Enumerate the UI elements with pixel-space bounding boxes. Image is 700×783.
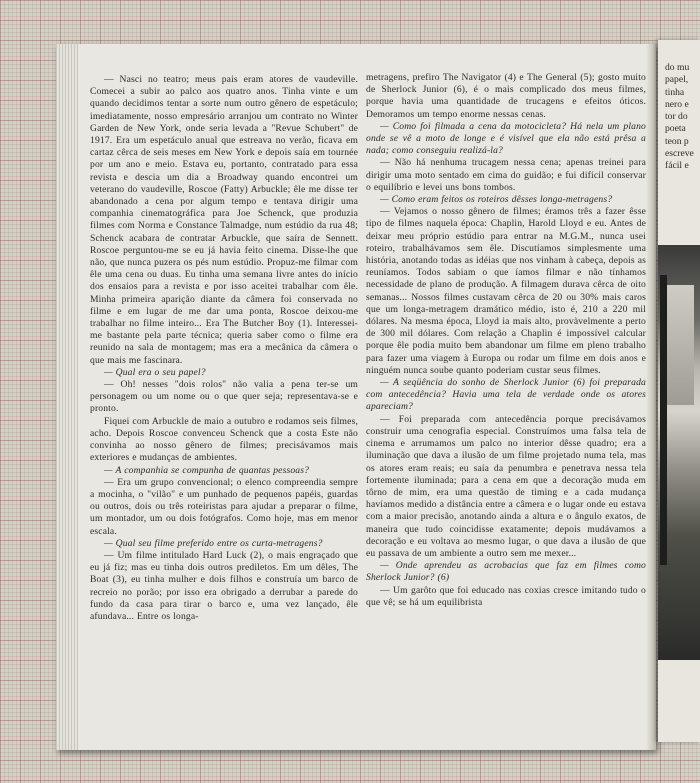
middle-column-paragraph: — A seqüência do sonho de Sherlock Junior (6) foi preparada com antecedência? Havia uma tela de verdade onde os atores apareciam? xyxy=(366,377,646,413)
middle-column-paragraph: — Vejamos o nosso gênero de filmes; éramos três a fazer êsse tipo de filmes naquela época: Chaplin, Harold Lloyd e eu. Antes de deixar meu próprio estúdio para entrar na M.G.M., nunca usei roteiro, trabalhávamos sem êle. Discutíamos simplesmente uma história, anotando todas as idéias que nos vinham à cabeça, depois as reuníamos. Todos sabiam o que íamos filmar e não tínhamos necessidade de plano de produção. A filmagem durava cêrca de oito semanas... Nossos filmes custavam cêrca de 20 ou 30% mais caros que um longa-metragem dramático médio, isto é, 210 a 220 mil dólares. Na mesma época, Lloyd ia mais alto, provàvelmente a perto de 300 mil dólares. Com relação a Chaplin é impossível calcular porque êle podia muito bem abandonar um filme em pleno trabalho para fazer uma viagem à Europa ou rodar um filme em dois anos e ninguém nunca soube quanto poderiam custar seus filmes. xyxy=(366,206,646,376)
facing-page-line: nero e xyxy=(665,98,689,110)
middle-column-paragraph: — Um garôto que foi educado nas coxias cresce imitando tudo o que vê; se há um equilibrista xyxy=(366,584,646,608)
middle-text-column xyxy=(366,72,646,609)
page-stack-edge xyxy=(56,44,78,750)
photo-wall xyxy=(664,285,694,405)
facing-page-line: escreve xyxy=(665,148,694,160)
magazine-page xyxy=(56,44,656,750)
middle-column-paragraph: metragens, prefiro The Navigator (4) e The General (5); gosto muito de Sherlock Junior (6), é o mais complicado dos meus filmes, porque havia uma quantidade de trucagens e efeitos óticos. Demoramos um tempo enorme nessas cenas. xyxy=(366,72,646,120)
middle-column-paragraph: — Como foi filmada a cena da motocicleta? Há nela um plano onde se vê a moto de longe e é visível que ela não está prêsa a nada; como conseguiu realizá-la? xyxy=(366,120,646,157)
left-column-paragraph: — Qual seu filme preferido entre os curta-metragens? xyxy=(104,537,323,549)
left-column-paragraph: — Qual era o seu papel? xyxy=(104,366,206,378)
left-column-paragraph: — Oh! nesses "dois rolos" não valia a pena ter-se um personagem ou um nome ou o que quer seja; representava-se e pronto. xyxy=(90,379,358,415)
facing-page xyxy=(658,40,700,742)
facing-page-line: papel, xyxy=(665,74,689,86)
middle-column-paragraph: — Não há nenhuma trucagem nessa cena; apenas treinei para dirigir uma moto sentado em cima do guidão; e fui difícil conservar o equilíbrio e levei uns bons tombos. xyxy=(366,157,646,193)
facing-page-text-fragments xyxy=(658,40,700,173)
page-gutter xyxy=(646,44,656,750)
facing-page-line: fácil e xyxy=(665,160,689,172)
left-text-column xyxy=(90,74,358,623)
facing-page-line: tor do xyxy=(665,111,688,123)
left-column-paragraph: — Era um grupo convencional; o elenco compreendia sempre a mocinha, o "vilão" e um punhado de pequenos papéis, guardas ou outros, dois ou três roteiristas para ajudar a preparar o filme, um montador, um ou dois fotógrafos. Como hoje, mas em menor escala. xyxy=(90,476,358,537)
middle-column-paragraph: — Como eram feitos os roteiros dêsses longa-metragens? xyxy=(380,194,613,206)
facing-page-line: teon p xyxy=(665,135,689,147)
facing-page-line: tinha xyxy=(665,86,685,98)
left-column-paragraph: — Nasci no teatro; meus pais eram atores de vaudeville. Comecei a subir ao palco aos quatro anos. Tinha vinte e um quando decidimos tentar a sorte num outro gênero de espetáculo; imediatamente, nosso empresário arranjou um contrato no Winter Garden de New York, onde seria levada a "Revue Schubert" de 1917. Era um espetáculo anual que estreava no verão, ficava em cartaz cêrca de seis meses em New York e depois saía em tournée por um ano e meio. Estava eu, portanto, contratado para essa revista e descia um dia a Broadway quando encontrei um veterano do vaudeville, Roscoe (Fatty) Arbuckle; êle me disse ter abandonado a cena por algum tempo e tentava dirigir uma companhia cinematográfica para Joe Schenck, que produzia filmes com Norma e Constance Talmadge, num estúdio da rua 48; Schenck acabara de contratar Arbuckle, que saíra de Sennett. Roscoe perguntou-me se eu já havia feito cinema. Disse-lhe que não, que nunca puzera os pés num estúdio. Propuz-me filmar com êle uma cena ou duas. Eu tinha uma semana livre antes do início dos ensaios para a revista e por isso aceitei trabalhar com êle. Minha primeira aparição diante da câmera foi conservada no filme e em lugar de me dar uma ponta, Roscoe deixou-me trabalhar no filme inteiro... Era The Butcher Boy (1). Interessei-me bastante pela parte técnica; queria saber como o filme era reunido na sala de montagem; mas era a mecânica da câmera o que mais me fascinara. xyxy=(90,74,358,366)
facing-page-photo xyxy=(658,245,700,660)
left-column-paragraph: — Um filme intitulado Hard Luck (2), o mais engraçado que eu já fiz; mas eu tinha dois outros prediletos. Em um dêles, The Boat (3), eu tinha mulher e dois filhos e construía um barco de recreio no porão; por isso era obrigado a derrubar a parede do fundo da casa para tirar o barco e, uma vez lançado, êle afundava... Entre os longa- xyxy=(90,549,358,622)
middle-column-paragraph: — Onde aprendeu as acrobacias que faz em filmes como Sherlock Junior? (6) xyxy=(366,560,646,584)
middle-column-paragraph: — Foi preparada com antecedência porque precisávamos construir uma cenografia especial. Construímos uma falsa tela de cinema e arrumamos um palco no interior dêsse quadro; era a iluminação que dava a ilusão de um filme projetado numa tela, mas os atores eram reais; eu saía da penumbra e penetrava nessa tela fortemente iluminada; para a cena em que a decoração muda em tôrno de mim, era uma questão de timing e a cada mudança havíamos medido a distância entre a câmera e o lugar onde eu estava com a maior precisão, anotando ainda a altura e o ângulo exatos, de maneira que tudo coincidisse exatamente; depois mudávamos a decoração e eu voltava ao mesmo lugar, o que dava a ilusão de que eu passava de um ambiente a outro sem me mexer... xyxy=(366,413,646,559)
photo-post xyxy=(660,275,667,565)
left-column-paragraph: — A companhia se compunha de quantas pessoas? xyxy=(104,464,310,476)
facing-page-line: poeta xyxy=(665,123,686,135)
left-column-paragraph: Fiquei com Arbuckle de maio a outubro e rodamos seis filmes, acho. Depois Roscoe convenceu Schenck que a costa Este não convinha ao nosso gênero de filmes; precisávamos mais exteriores e mudanças de ambientes. xyxy=(90,415,358,464)
facing-page-line: do mu xyxy=(665,62,690,73)
